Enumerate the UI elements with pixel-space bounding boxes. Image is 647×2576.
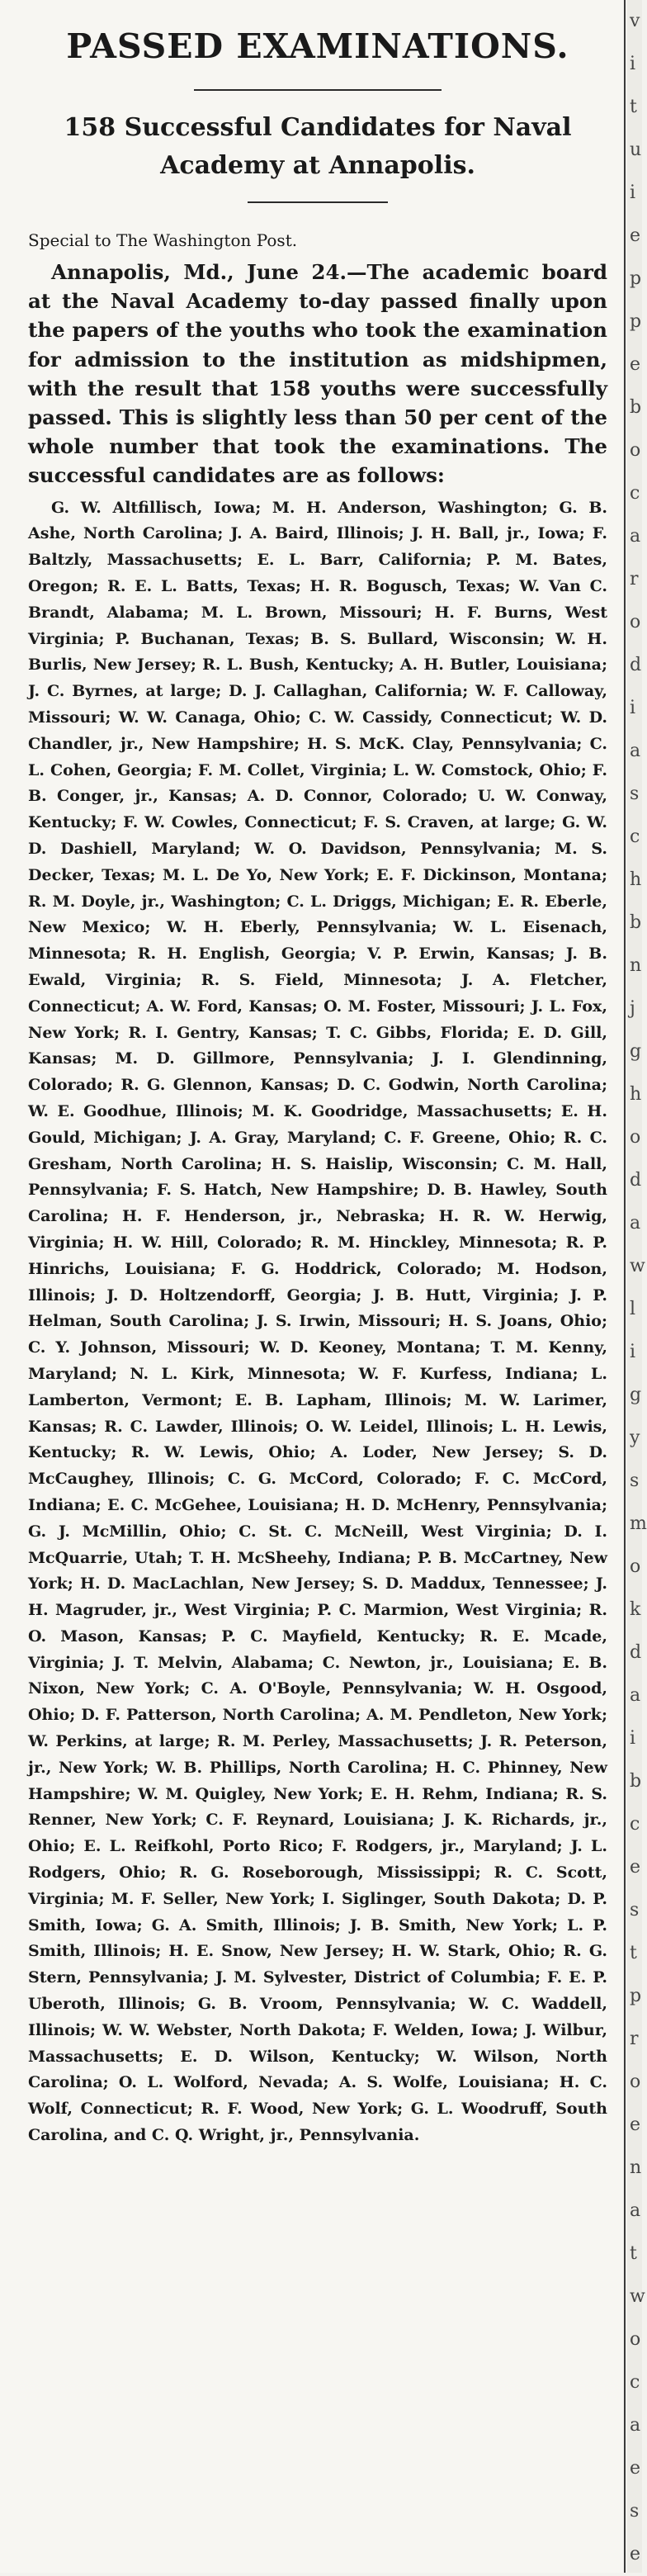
subheadline: 158 Successful Candidates for Naval Academy at Annapolis. [64, 113, 572, 180]
candidate-list: G. W. Altfillisch, Iowa; M. H. Anderson, Washington; G. B. Ashe, North Carolina; J. A. Baird, Illinois; J. H. Ball, jr., Iowa; F. Baltzly, Massachusetts; E. L. Barr, California; P. M. Bates, Oregon; R. E. L. Batts, Texas; H. R. Bogusch, Texas; W. Van C. Brandt, Alabama; M. L. Brown, Missouri; H. F. Burns, West Virginia; P. Buchanan, Texas; B. S. Bullard, Wisconsin; W. H. Burlis, New Jersey; R. L. Bush, Kentucky; A. H. Butler, Louisiana; J. C. Byrnes, at large; D. J. Callaghan, California; W. F. Calloway, Missouri; W. W. Canaga, Ohio; C. W. Cassidy, Connecticut; W. D. Chandler, jr., New Hampshire; H. S. McK. Clay, Pennsylvania; C. L. Cohen, Georgia; F. M. Collet, Virginia; L. W. Comstock, Ohio; F. B. Conger, jr., Kansas; A. D. Connor, Colorado; U. W. Conway, Kentucky; F. W. Cowles, Connecticut; F. S. Craven, at large; G. W. D. Dashiell, Maryland; W. O. Davidson, Pennsylvania; M. S. Decker, Texas; M. L. De Yo, New York; E. F. Dickinson, Montana; R. M. Doyle, jr., Washington; C. L. Driggs, Michigan; E. R. Eberle, New Mexico; W. H. Eberly, Pennsylvania; W. L. Eisenach, Minnesota; R. H. English, Georgia; V. P. Erwin, Kansas; J. B. Ewald, Virginia; R. S. Field, Minnesota; J. A. Fletcher, Connecticut; A. W. Ford, Kansas; O. M. Foster, Missouri; J. L. Fox, New York; R. I. Gentry, Kansas; T. C. Gibbs, Florida; E. D. Gill, Kansas; M. D. Gillmore, Pennsylvania; J. I. Glendinning, Colorado; R. G. Glennon, Kansas; D. C. Godwin, North Carolina; W. E. Goodhue, Illinois; M. K. Goodridge, Massachusetts; E. H. Gould, Michigan; J. A. Gray, Maryland; C. F. Greene, Ohio; R. C. Gresham, North Carolina; H. S. Haislip, Wisconsin; C. M. Hall, Pennsylvania; F. S. Hatch, New Hampshire; D. B. Hawley, South Carolina; H. F. Henderson, jr., Nebraska; H. R. W. Herwig, Virginia; H. W. Hill, Colorado; R. M. Hinckley, Minnesota; R. P. Hinrichs, Louisiana; F. G. Hoddrick, Colorado; M. Hodson, Illinois; J. D. Holtzendorff, Georgia; J. B. Hutt, Virginia; J. P. Helman, South Carolina; J. S. Irwin, Missouri; H. S. Joans, Ohio; C. Y. Johnson, Missouri; W. D. Keoney, Montana; T. M. Kenny, Maryland; N. L. Kirk, Minnesota; W. F. Kurfess, Indiana; L. Lamberton, Vermont; E. B. Lapham, Illinois; M. W. Larimer, Kansas; R. C. Lawder, Illinois; O. W. Leidel, Illinois; L. H. Lewis, Kentucky; R. W. Lewis, Ohio; A. Loder, New Jersey; S. D. McCaughey, Illinois; C. G. McCord, Colorado; F. C. McCord, Indiana; E. C. McGehee, Louisiana; H. D. McHenry, Pennsylvania; G. J. McMillin, Ohio; C. St. C. McNeill, West Virginia; D. I. McQuarrie, Utah; T. H. McSheehy, Indiana; P. B. McCartney, New York; H. D. MacLachlan, New Jersey; S. D. Maddux, Tennessee; J. H. Magruder, jr., West Virginia; P. C. Marmion, West Virginia; R. O. Mason, Kansas; P. C. Mayfield, Kentucky; R. E. Mcade, Virginia; J. T. Melvin, Alabama; C. Newton, jr., Louisiana; E. B. Nixon, New York; C. A. O'Boyle, Pennsylvania; W. H. Osgood, Ohio; D. F. Patterson, North Carolina; A. M. Pendleton, New York; W. Perkins, at large; R. M. Perley, Massachusetts; J. R. Peterson, jr., New York; W. B. Phillips, North Carolina; H. C. Phinney, New Hampshire; W. M. Quigley, New York; E. H. Rehm, Indiana; R. S. Renner, New York; C. F. Reynard, Louisiana; J. K. Richards, jr., Ohio; E. L. Reifkohl, Porto Rico; F. Rodgers, jr., Maryland; J. L. Rodgers, Ohio; R. G. Roseborough, Mississippi; R. C. Scott, Virginia; M. F. Seller, New York; I. Siglinger, South Dakota; D. P. Smith, Iowa; G. A. Smith, Illinois; J. B. Smith, New York; L. P. Smith, Illinois; H. E. Snow, New Jersey; H. W. Stark, Ohio; R. G. Stern, Pennsylvania; J. M. Sylvester, District of Columbia; F. E. P. Uberoth, Illinois; G. B. Vroom, Pennsylvania; W. C. Waddell, Illinois; W. W. Webster, North Dakota; F. Welden, Iowa; J. Wilbur, Massachusetts; E. D. Wilson, Kentucky; W. Wilson, North Carolina; O. L. Wolford, Nevada; A. S. Wolfe, Louisiana; H. C. Wolf, Connecticut; R. F. Wood, New York; G. L. Woodruff, South Carolina, and C. Q. Wright, jr., Pennsylvania. [28, 498, 607, 2145]
column-rule-right [624, 0, 626, 2573]
dateline: Special to The Washington Post. [28, 230, 298, 250]
headline-divider [194, 89, 442, 91]
adjacent-column-edge: v i t u i e p p e b o c a r o d i a s c h b n j g h o d a w l i g y s m o k d a i b c e s t p r o e n a t w o c a e s e [627, 0, 642, 2573]
headline: PASSED EXAMINATIONS. [66, 26, 569, 66]
lead-paragraph: Annapolis, Md., June 24.—The academic board at the Naval Academy to-day passed finally upon the papers of the youths who took the examination for admission to the institution as midshipmen, with the result that 158 youths were successfully passed. This is slightly less than 50 per cent of the whole number that took the examinations. The successful candidates are as follows: [28, 260, 607, 488]
subheadline-divider [248, 201, 388, 203]
